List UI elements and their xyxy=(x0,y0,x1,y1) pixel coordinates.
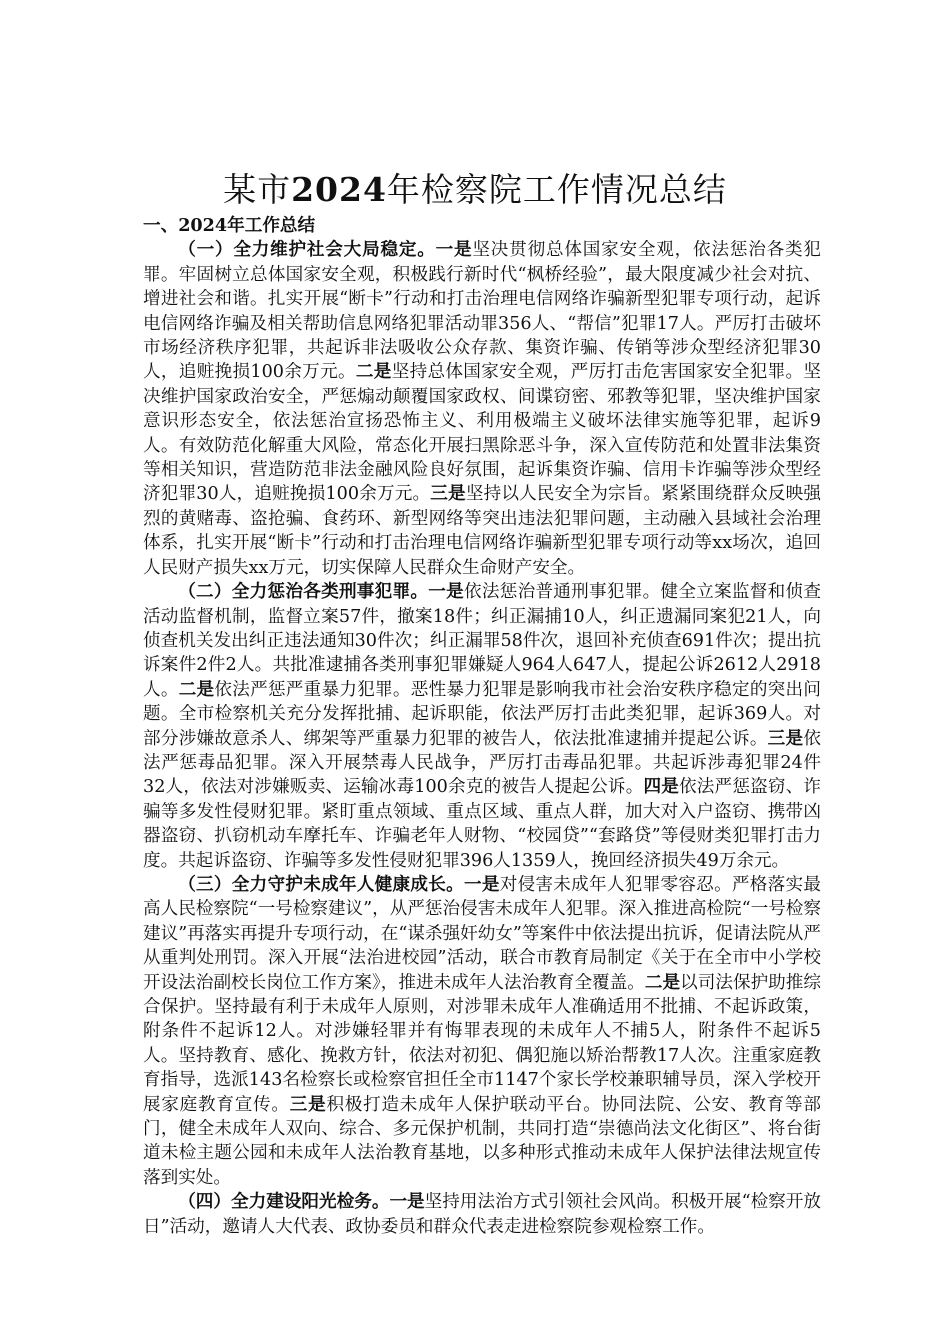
paragraph-2-point-3-text: 依法严惩毒品犯罪。深入开展禁毒人民战争，严厉打击毒品犯罪。共起诉涉毒犯罪24件32人，依法对涉嫌贩卖、运输冰毒100余克的被告人提起公诉。 xyxy=(143,728,821,798)
paragraph-2-point-4-label: 四是 xyxy=(643,776,680,798)
paragraph-3-point-3-text: 积极打造未成年人保护联动平台。协同法院、公安、教育等部门，健全未成年人双向、综合、多元保护机制，共同打造“崇德尚法文化街区”、将台街道未检主题公园和未成年人法治教育基地，以多种形式推动未成年人保护法律法规宣传落到实处。 xyxy=(143,1094,821,1188)
title-year: 2024 xyxy=(291,170,387,209)
paragraph-1-point-1-text: 坚决贯彻总体国家安全观，依法惩治各类犯罪。牢固树立总体国家安全观，积极践行新时代“枫桥经验”，最大限度减少社会对抗、增进社会和谐。扎实开展“断卡”行动和打击治理电信网络诈骗新型犯罪专项行动，起诉电信网络诈骗及相关帮助信息网络犯罪活动罪356人、“帮信”犯罪17人。严厉打击破坏市场经济秩序犯罪，共起诉非法吸收公众存款、集资诈骗、传销等涉众型经济犯罪30人，追赃挽损100余万元。 xyxy=(143,240,821,383)
paragraph-2-point-1-label: 一是 xyxy=(428,581,464,603)
paragraph-4 xyxy=(143,1190,821,1239)
paragraph-3-point-2-label: 二是 xyxy=(644,971,681,993)
paragraph-4-heading: （四）全力建设阳光检务。 xyxy=(178,1191,390,1213)
paragraph-2 xyxy=(143,580,821,873)
paragraph-2-point-3-label: 三是 xyxy=(767,727,804,749)
paragraph-3-point-1-label: 一是 xyxy=(463,873,500,895)
paragraph-2-heading: （二）全力惩治各类刑事犯罪。 xyxy=(178,581,429,603)
paragraph-2-point-1-text: 依法惩治普通刑事犯罪。健全立案监督和侦查活动监督机制，监督立案57件，撤案18件；纠正漏捕10人，纠正遗漏同案犯21人，向侦查机关发出纠正违法通知30件次；纠正漏罪58件次，退回补充侦查691件次；提出抗诉案件2件2人。共批准逮捕各类刑事犯罪嫌疑人964人647人，提起公诉2612人2918人。 xyxy=(143,582,822,700)
section-heading-1: 一、2024年工作总结 xyxy=(143,215,316,236)
paragraph-1 xyxy=(143,238,821,580)
paragraph-1-heading: （一）全力维护社会大局稳定。 xyxy=(178,239,436,261)
paragraph-4-point-1-text: 坚持用法治方式引领社会风尚。积极开展“检察开放日”活动，邀请人大代表、政协委员和群众代表走进检察院参观检察工作。 xyxy=(143,1192,821,1237)
paragraph-1-point-1-label: 一是 xyxy=(435,239,473,261)
paragraph-1-point-3-text: 坚持以人民安全为宗旨。紧紧围绕群众反映强烈的黄赌毒、盗抢骗、食药环、新型网络等突出违法犯罪问题，主动融入县域社会治理体系，扎实开展“断卡”行动和打击治理电信网络诈骗新型犯罪专项行动等xx场次，追回人民财产损失xx万元，切实保障人民群众生命财产安全。 xyxy=(143,484,821,578)
paragraph-2-point-2-label: 二是 xyxy=(178,678,215,700)
paragraph-3-point-1-text: 对侵害未成年人犯罪零容忍。严格落实最高人民检察院“一号检察建议”，从严惩治侵害未成年人犯罪。深入推进高检院“一号检察建议”再落实再提升专项行动，在“谋杀强奸幼女”等案件中依法提出抗诉，促请法院从严从重判处刑罚。深入开展“法治进校园”活动，联合市教育局制定《关于在全市中小学校开设法治副校长岗位工作方案》，推进未成年人法治教育全覆盖。 xyxy=(143,874,821,993)
document-body xyxy=(143,214,821,1239)
paragraph-4-point-1-label: 一是 xyxy=(389,1191,425,1213)
paragraph-1-point-3-label: 三是 xyxy=(430,483,466,505)
paragraph-1-point-2-text: 坚持总体国家安全观，严厉打击危害国家安全犯罪。坚决维护国家政治安全，严惩煽动颠覆国家政权、间谍窃密、邪教等犯罪，坚决维护国家意识形态安全，依法惩治宣扬恐怖主义、利用极端主义破坏法律实施等犯罪，起诉9人。有效防范化解重大风险，常态化开展扫黑除恶斗争，深入宣传防范和处置非法集资等相关知识，营造防范非法金融风险良好氛围，起诉集资诈骗、信用卡诈骗等涉众型经济犯罪30人，追赃挽损100余万元。 xyxy=(143,362,821,505)
paragraph-1-point-2-label: 二是 xyxy=(355,361,392,383)
paragraph-3 xyxy=(143,873,821,1190)
paragraph-3-heading: （三）全力守护未成年人健康成长。 xyxy=(178,873,464,895)
paragraph-3-point-2-text: 以司法保护助推综合保护。坚持最有利于未成年人原则，对涉罪未成年人准确适用不批捕、不起诉政策，附条件不起诉12人。对涉嫌轻罪并有悔罪表现的未成年人不捕5人，附条件不起诉5人。坚持教育、感化、挽救方针，依法对初犯、偶犯施以矫治帮教17人次。注重家庭教育指导，选派143名检察长或检察官担任全市1147个家长学校兼职辅导员，深入学校开展家庭教育宣传。 xyxy=(143,972,821,1115)
paragraph-3-point-3-label: 三是 xyxy=(289,1093,327,1115)
title-suffix: 年检察院工作情况总结 xyxy=(386,170,727,209)
paragraph-2-point-2-text: 依法严惩严重暴力犯罪。恶性暴力犯罪是影响我市社会治安秩序稳定的突出问题。全市检察机关充分发挥批捕、起诉职能，依法严厉打击此类犯罪，起诉369人。对部分涉嫌故意杀人、绑架等严重暴力犯罪的被告人，依法批准逮捕并提起公诉。 xyxy=(143,679,821,749)
document-title xyxy=(0,168,950,212)
paragraph-2-point-4-text: 依法严惩盗窃、诈骗等多发性侵财犯罪。紧盯重点领域、重点区域、重点人群，加大对入户盗窃、携带凶器盗窃、扒窃机动车摩托车、诈骗老年人财物、“校园贷”“套路贷”等侵财类犯罪打击力度。共起诉盗窃、诈骗等多发性侵财犯罪396人1359人，挽回经济损失49万余元。 xyxy=(143,777,821,871)
title-prefix: 某市 xyxy=(223,170,292,209)
